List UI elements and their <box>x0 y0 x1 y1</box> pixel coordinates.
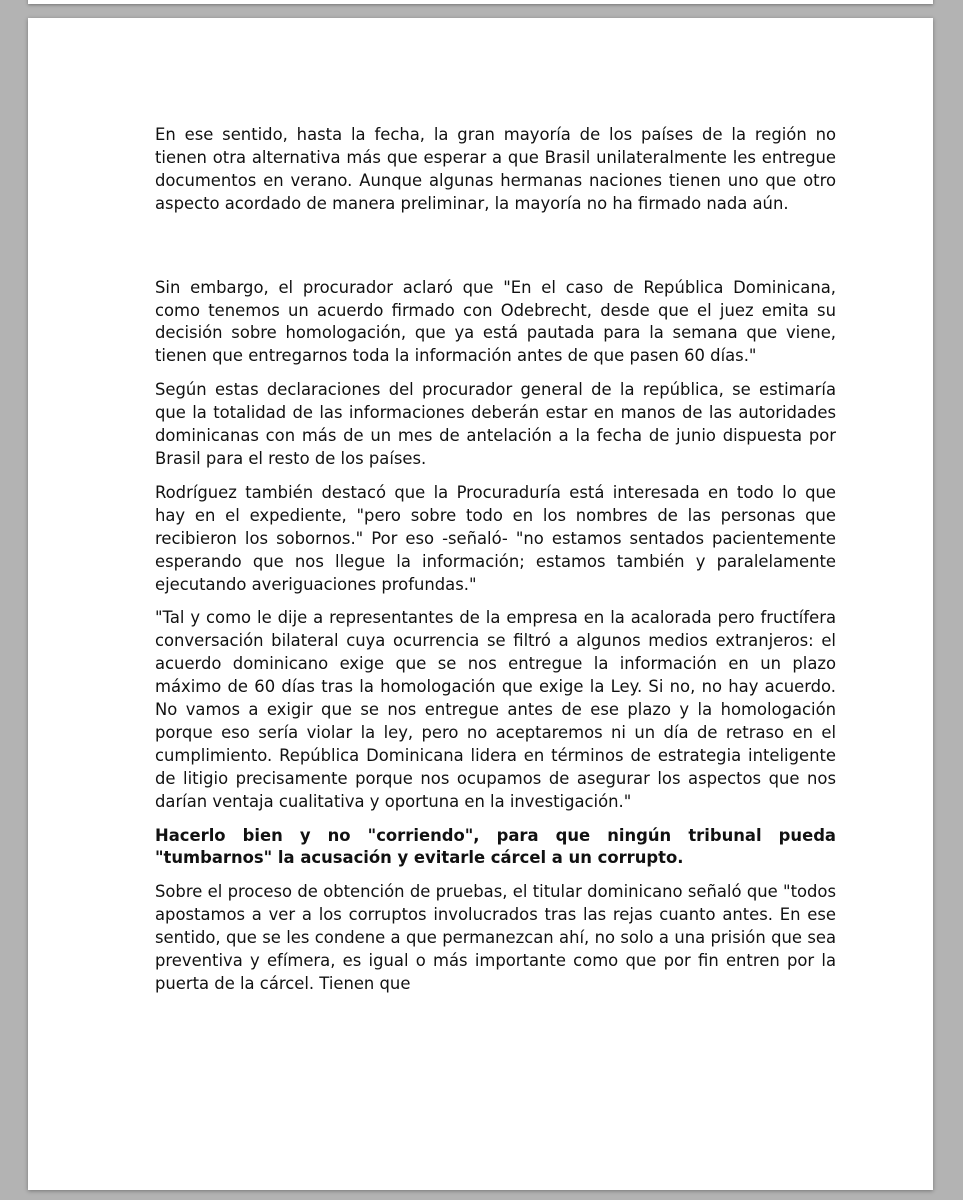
subheading-hacerlo-bien: Hacerlo bien y no "corriendo", para que ningún tribunal pueda "tumbarnos" la acusación y evitarle cárcel a un corrupto. <box>155 825 836 868</box>
paragraph-rodriguez-interest: Rodríguez también destacó que la Procuraduría está interesada en todo lo que hay en el expediente, "pero sobre todo en los nombres de las personas que recibieron los sobornos." Por eso -señaló- "no estamos sentados pacientemente esperando que nos llegue la información; estamos también y paralelamente ejecutando averiguaciones profundas." <box>155 482 836 594</box>
document-page <box>28 18 933 1190</box>
paragraph-evidence-process: Sobre el proceso de obtención de pruebas, el titular dominicano señaló que "todos apostamos a ver a los corruptos involucrados tras las rejas cuanto antes. En ese sentido, que se les condene a que permanezcan ahí, no solo a una prisión que sea preventiva y efímera, es igual o más importante como que por fin entren por la puerta de la cárcel. Tienen que <box>155 882 836 993</box>
paragraph-procurador-statement: Sin embargo, el procurador aclaró que "En el caso de República Dominicana, como tenemos un acuerdo firmado con Odebrecht, desde que el juez emita su decisión sobre homologación, que ya está pautada para la semana que viene, tienen que entregarnos toda la información antes de que pasen 60 días." <box>155 277 836 366</box>
document-body <box>155 124 836 1008</box>
previous-page-edge <box>28 0 933 4</box>
paragraph-timeline-estimate: Según estas declaraciones del procurador general de la república, se estimaría que la totalidad de las informaciones deberán estar en manos de las autoridades dominicanas con más de un mes de antelación a la fecha de junio dispuesta por Brasil para el resto de los países. <box>155 380 836 468</box>
paragraph-bilateral-quote: "Tal y como le dije a representantes de la empresa en la acalorada pero fructífera conversación bilateral cuya ocurrencia se filtró a algunos medios extranjeros: el acuerdo dominicano exige que se nos entregue la información en un plazo máximo de 60 días tras la homologación que exige la Ley. Si no, no hay acuerdo. No vamos a exigir que se nos entregue antes de ese plazo y la homologación porque eso sería violar la ley, pero no aceptaremos ni un día de retraso en el cumplimiento. República Dominicana lidera en términos de estrategia inteligente de litigio precisamente porque nos ocupamos de asegurar los aspectos que nos darían ventaja cualitativa y oportuna en la investigación." <box>155 608 836 811</box>
paragraph-region-alternatives: En ese sentido, hasta la fecha, la gran mayoría de los países de la región no tienen otra alternativa más que esperar a que Brasil unilateralmente les entregue documentos en verano. Aunque algunas hermanas naciones tienen uno que otro aspecto acordado de manera preliminar, la mayoría no ha firmado nada aún. <box>155 125 836 213</box>
